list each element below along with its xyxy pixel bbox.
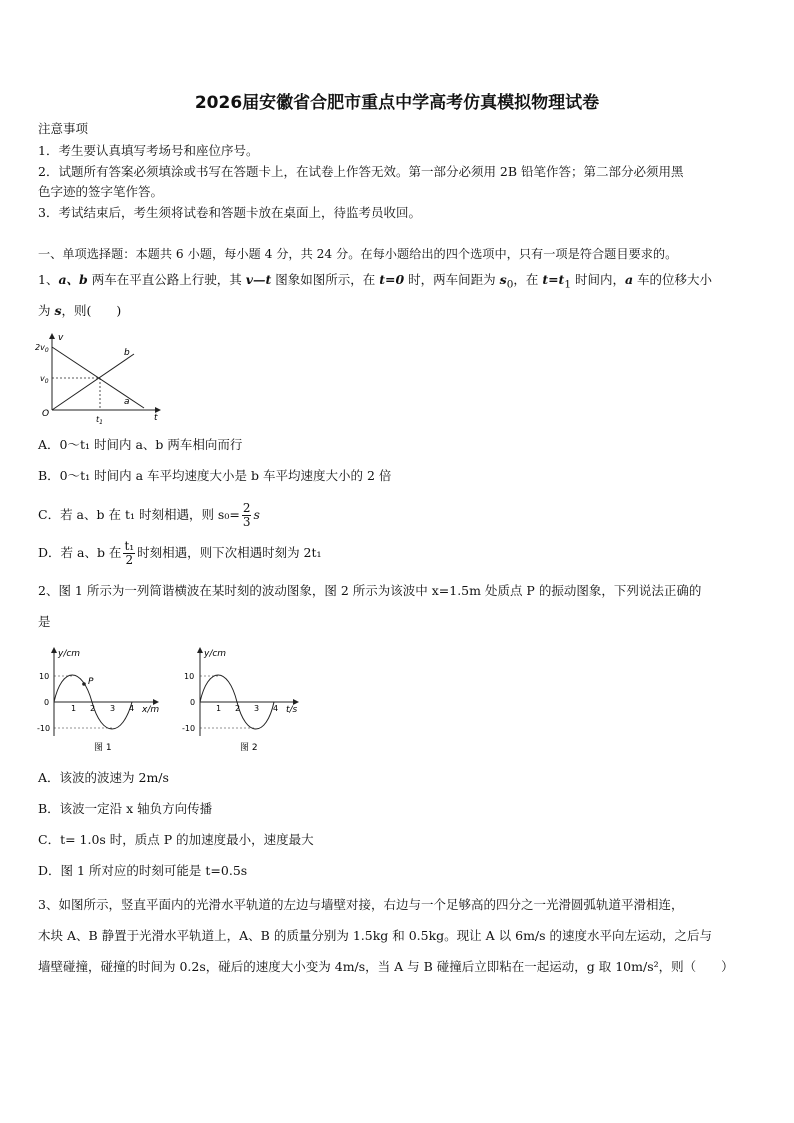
line-a-label: a (124, 397, 130, 407)
y-tick-10: 10 (184, 672, 195, 681)
x-tick-1: 1 (71, 704, 77, 713)
notice-item-2: 2．试题所有答案必须填涂或书写在答题卡上，在试卷上作答无效。第一部分必须用 2B 铅笔作答；第二部分必须用黑 (38, 164, 684, 179)
y-tick-0: 0 (190, 698, 196, 707)
y-axis-label: y/cm (204, 649, 227, 659)
x-tick-2: 2 (90, 704, 96, 713)
notice-item-3: 3．考试结束后，考生须将试卷和答题卡放在桌面上，待监考员收回。 (38, 205, 421, 220)
section-heading: 一、单项选择题：本题共 6 小题，每小题 4 分，共 24 分。在每小题给出的四个选项中，只有一项是符合题目要求的。 (38, 247, 678, 261)
y-tick-10: 10 (39, 672, 50, 681)
q3-stem-line3: 墙壁碰撞，碰撞的时间为 0.2s，碰后的速度大小变为 4m/s，当 A 与 B 碰撞后立即粘在一起运动，g 取 10m/s²，则（ ） (38, 959, 734, 974)
t-tick-1: 1 (216, 704, 222, 713)
q1-stem-line2: 为 s，则( ) (38, 303, 122, 318)
y-tick-minus10: -10 (182, 724, 196, 733)
q1-vt-graph (34, 330, 170, 426)
x-axis-label: x/m (142, 705, 160, 715)
q3-stem-line2: 木块 A、B 静置于光滑水平轨道上，A、B 的质量分别为 1.5kg 和 0.5kg。现让 A 以 6m/s 的速度水平向左运动，之后与 (38, 928, 713, 943)
x-tick-3: 3 (110, 704, 116, 713)
q2-option-a: A．该波的波速为 2m/s (38, 770, 169, 785)
line-b (52, 354, 134, 410)
notice-item-2-cont: 色字迹的签字笔作答。 (38, 184, 164, 199)
t1-label: $t_1$ (96, 415, 103, 426)
q2-option-c: C．t= 1.0s 时，质点 P 的加速度最小，速度最大 (38, 832, 314, 847)
v2-label: $2v_0$ (35, 343, 49, 354)
v-axis-label: v (58, 333, 64, 343)
q1-option-b: B．0～t₁ 时间内 a 车平均速度大小是 b 车平均速度大小的 2 倍 (38, 468, 392, 483)
y-tick-minus10: -10 (37, 724, 51, 733)
page-title: 2026届安徽省合肥市重点中学高考仿真模拟物理试卷 (194, 93, 600, 113)
q1-stem-line1: 1、a、b 两车在平直公路上行驶，其 v—t 图象如图所示，在 t=0 时，两车间距为 $s_0$，在 $t=t_1$ 时间内，a 车的位移大小 (38, 272, 713, 291)
y-tick-0: 0 (44, 698, 50, 707)
t-tick-4: 4 (273, 704, 279, 713)
q1-option-c: C．若 a、b 在 t₁ 时刻相遇，则 s₀= $\frac{2}{3}$ s (38, 501, 260, 529)
line-b-label: b (124, 348, 130, 358)
t-tick-2: 2 (235, 704, 241, 713)
q2-option-b: B．该波一定沿 x 轴负方向传播 (38, 801, 213, 816)
t-axis-label: t/s (286, 705, 298, 715)
point-p (82, 682, 86, 686)
q1-option-d: D．若 a、b 在 $\frac{\text{t₁}}{2}$ 时刻相遇，则下次相遇时刻为 2t₁ (38, 539, 322, 567)
q3-stem-line1: 3、如图所示，竖直平面内的光滑水平轨道的左边与墙壁对接，右边与一个足够高的四分之一光滑圆弧轨道平滑相连， (38, 897, 684, 912)
t-tick-3: 3 (254, 704, 260, 713)
q2-stem-line2: 是 (38, 614, 51, 629)
origin-label: O (42, 409, 50, 419)
y-axis-label: y/cm (58, 649, 81, 659)
q2-option-d: D．图 1 所对应的时刻可能是 t=0.5s (38, 863, 248, 878)
q2-wave-figure-1 (36, 644, 170, 754)
figure-caption: 图 2 (240, 743, 258, 753)
figure-caption: 图 1 (94, 743, 112, 753)
q1-option-a: A．0～t₁ 时间内 a、b 两车相向而行 (38, 437, 243, 452)
t-axis-label: t (154, 413, 158, 423)
notice-item-1: 1．考生要认真填写考场号和座位序号。 (38, 143, 259, 158)
point-p-label: P (88, 677, 94, 687)
q2-stem-line1: 2、图 1 所示为一列简谐横波在某时刻的波动图象，图 2 所示为该波中 x=1.5m 处质点 P 的振动图象，下列说法正确的 (38, 583, 702, 598)
q2-wave-figure-2 (176, 644, 310, 754)
x-tick-4: 4 (129, 704, 135, 713)
v0-label: $v_0$ (40, 374, 49, 385)
notice-heading: 注意事项 (38, 121, 89, 136)
